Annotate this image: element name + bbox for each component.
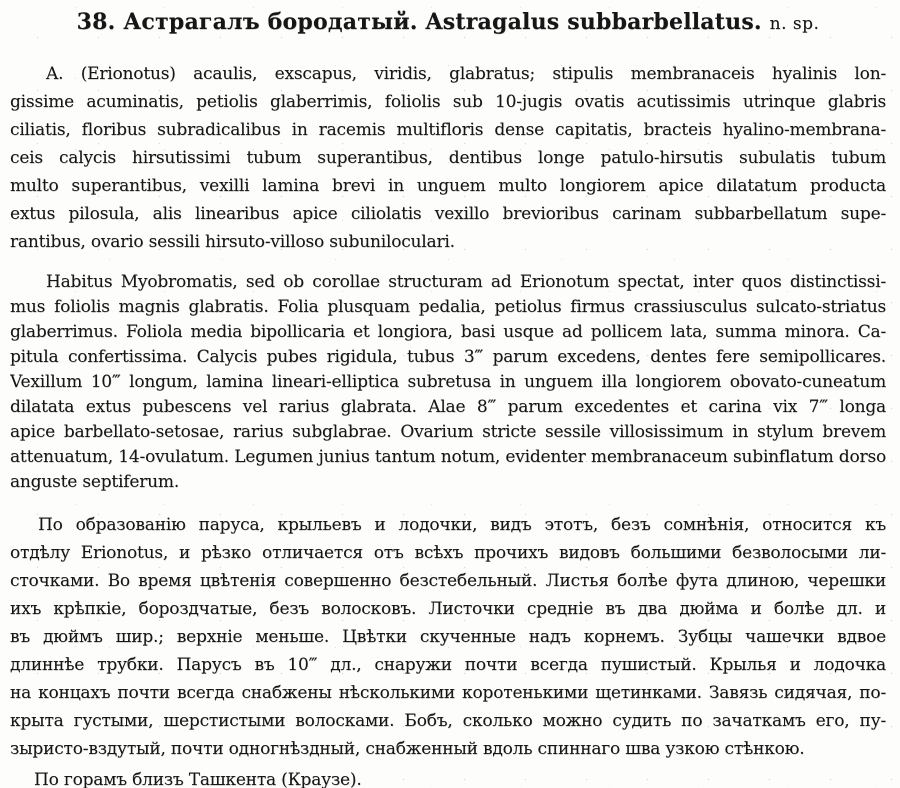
text-line: отдѣлу Erionotus, и рѣзко отличается отъ всѣхъ прочихъ видовъ большими безволосыми ли- bbox=[10, 543, 886, 563]
text-line: ciliatis, floribus subradicalibus in racemis multifloris dense capitatis, bracteis hyalino-membrana- bbox=[10, 120, 886, 140]
text-line: По образованію паруса, крыльевъ и лодочки, видъ этотъ, безъ сомнѣнія, относится къ bbox=[38, 515, 886, 535]
text-line: По горамъ близъ Ташкента (Краузе). bbox=[34, 770, 362, 788]
species-heading bbox=[10, 7, 886, 39]
text-line: glaberrimus. Foliola media bipollicaria et longiora, basi usque ad pollicem lata, summa minora. Ca- bbox=[10, 322, 886, 342]
text-line: Habitus Myobromatis, sed ob corollae structuram ad Erionotum spectat, inter quos distinctissi- bbox=[46, 272, 886, 292]
text-line: ceis calycis hirsutissimi tubum superantibus, dentibus longe patulo-hirsutis subulatis tubum bbox=[10, 148, 886, 168]
text-line: зыристо-вздутый, почти одногнѣздный, снабженный вдоль спиннаго шва узкою стѣнкою. bbox=[10, 739, 805, 759]
text-line: multo superantibus, vexilli lamina brevi in unguem multo longiorem apice dilatatum producta bbox=[10, 176, 886, 196]
text-line: attenuatum, 14-ovulatum. Legumen junius tantum notum, evidenter membranaceum subinflatum dorso bbox=[10, 447, 886, 467]
text-line: gissime acuminatis, petiolis glaberrimis, foliolis sub 10-jugis ovatis acutissimis utrinque glabris bbox=[10, 92, 886, 112]
text-line: Vexillum 10‴ longum, lamina lineari-elliptica subretusa in unguem illa longiorem obovato-cuneatum bbox=[10, 372, 886, 392]
text-line: anguste septiferum. bbox=[10, 472, 180, 492]
text-line: на концахъ почти всегда снабжены нѣсколькими коротенькими щетинками. Завязь сидячая, по- bbox=[10, 683, 886, 703]
text-line: extus pilosula, alis linearibus apice ciliolatis vexillo brevioribus carinam subbarbellatum supe- bbox=[10, 204, 886, 224]
text-line: длиннѣе трубки. Парусъ въ 10‴ дл., снаружи почти всегда пушистый. Крылья и лодочка bbox=[10, 655, 886, 675]
latin-diagnosis-paragraph bbox=[10, 60, 886, 256]
text-line: apice barbellato-setosae, rarius subglabrae. Ovarium stricte sessile villosissimum in stylum brevem bbox=[10, 422, 886, 442]
text-line: ихъ крѣпкіе, бороздчатые, безъ волосковъ. Листочки средніе въ два дюйма и болѣе дл. и bbox=[10, 599, 886, 619]
text-line: сточками. Во время цвѣтенія совершенно безстебельный. Листья болѣе фута длиною, черешки bbox=[10, 571, 886, 591]
russian-description-paragraph bbox=[10, 511, 886, 763]
text-line: крыта густыми, шерстистыми волосками. Бобъ, сколько можно судить по зачаткамъ его, пу- bbox=[10, 711, 886, 731]
species-heading-title: 38. Астрагалъ бородатый. Astragalus subbarbellatus. bbox=[76, 9, 762, 35]
text-line: mus foliolis magnis glabratis. Folia plusquam pedalia, petiolus firmus crassiusculus sulcato-striatus bbox=[10, 297, 886, 317]
text-line: pitula confertissima. Calycis pubes rigidula, tubus 3‴ parum excedens, dentes fere semipollicares. bbox=[10, 347, 886, 367]
latin-description-paragraph bbox=[10, 270, 886, 495]
text-line: A. (Erionotus) acaulis, exscapus, viridis, glabratus; stipulis membranaceis hyalinis lon- bbox=[46, 64, 886, 84]
text-line: dilatata extus pubescens vel rarius glabrata. Alae 8‴ parum excedentes et carina vix 7‴ longa bbox=[10, 397, 886, 417]
locality-note-paragraph bbox=[10, 768, 886, 788]
species-heading-annotation: n. sp. bbox=[769, 14, 820, 34]
text-line: въ дюймъ шир.; верхніе меньше. Цвѣтки скученные надъ корнемъ. Зубцы чашечки вдвое bbox=[10, 627, 886, 647]
text-line: rantibus, ovario sessili hirsuto-villoso subuniloculari. bbox=[10, 232, 455, 252]
